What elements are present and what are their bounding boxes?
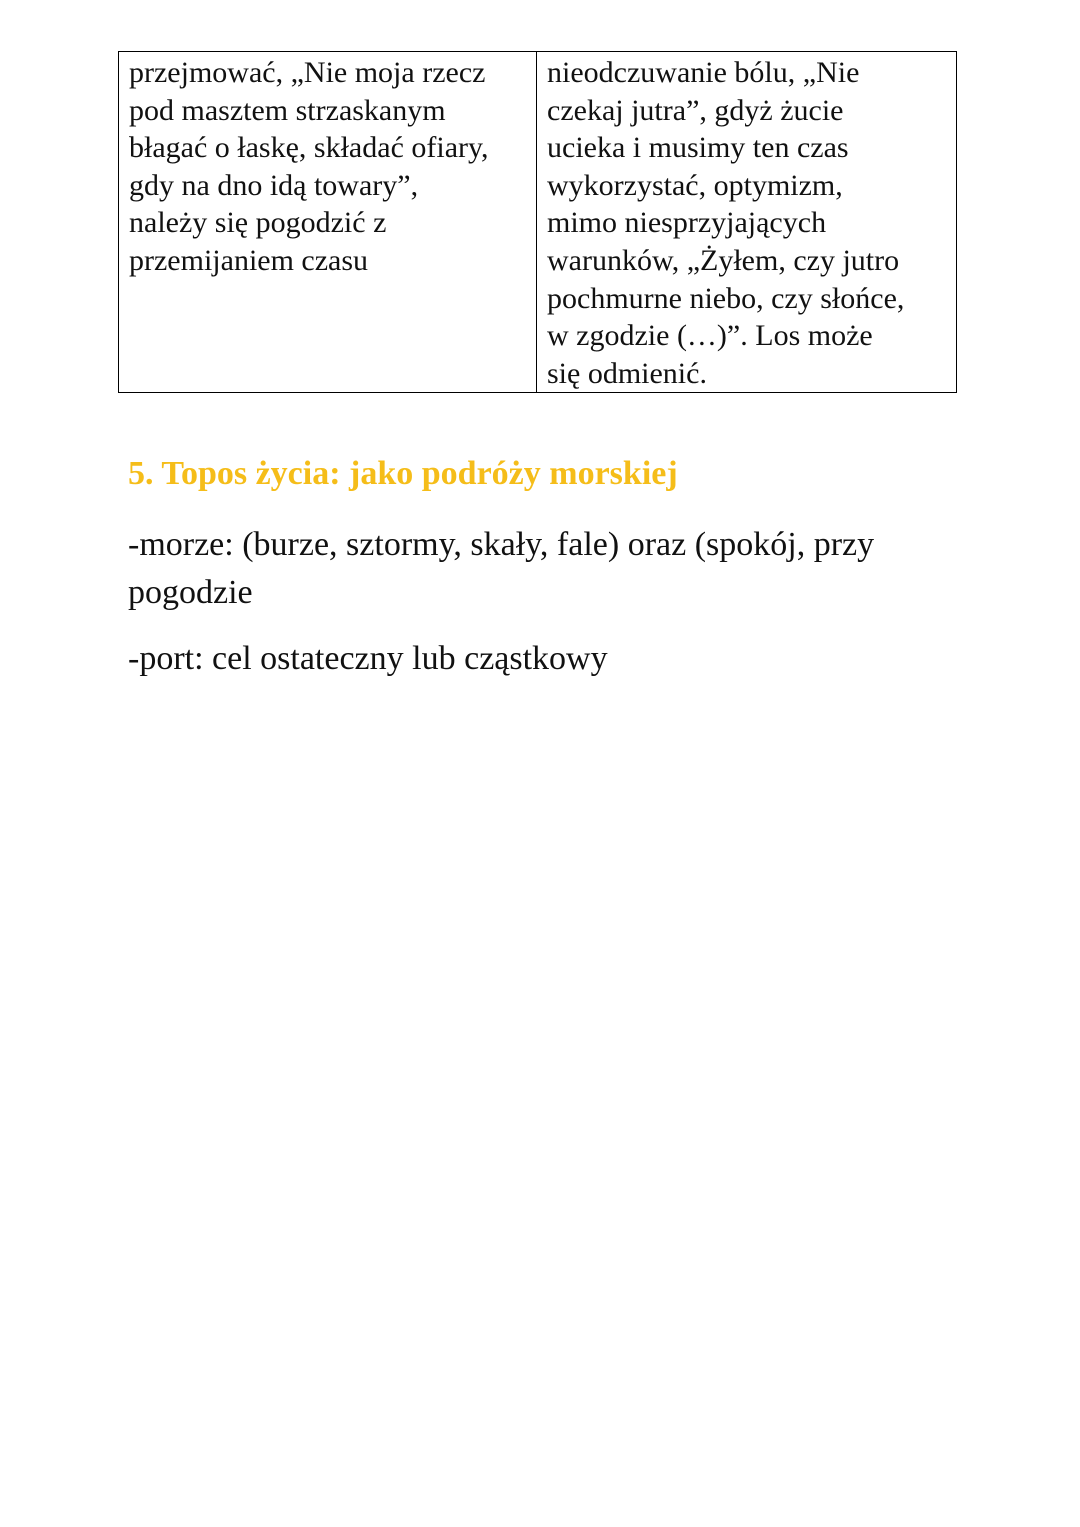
cell-text-line: gdy na dno idą towary”, [129,168,419,202]
cell-text-line: przejmować, „Nie moja rzecz [129,56,486,89]
cell-text-line: nieodczuwanie bólu, „Nie [547,56,860,89]
cell-text-line: warunków, „Żyłem, czy jutro [547,243,900,277]
table-cell-right [537,52,957,393]
cell-text-line: błagać o łaskę, składać ofiary, [129,131,489,165]
section-heading: 5. Topos życia: jako podróży morskiej [128,455,678,492]
cell-text-line: wykorzystać, optymizm, [547,168,843,202]
table-cell-left [119,52,537,393]
paragraph-port: -port: cel ostateczny lub cząstkowy [128,640,608,677]
paragraph-sea [128,521,958,617]
cell-text-line: czekaj jutra”, gdyż żucie [547,93,844,127]
paragraph-line: pogodzie [128,574,253,611]
cell-text-line: mimo niesprzyjających [547,206,827,240]
paragraph-line: -morze: (burze, sztormy, skały, fale) oraz (spokój, przy [128,526,875,563]
cell-text-line: pochmurne niebo, czy słońce, [547,281,905,315]
cell-text-line: pod masztem strzaskanym [129,93,446,127]
cell-text-line: w zgodzie (…)”. Los może [547,319,873,353]
table-row [119,52,957,393]
continuation-table [118,51,957,393]
cell-text-line: należy się pogodzić z [129,206,387,240]
cell-text-line: się odmienić. [547,356,707,390]
cell-text-line: ucieka i musimy ten czas [547,131,849,165]
cell-text-line: przemijaniem czasu [129,243,369,277]
